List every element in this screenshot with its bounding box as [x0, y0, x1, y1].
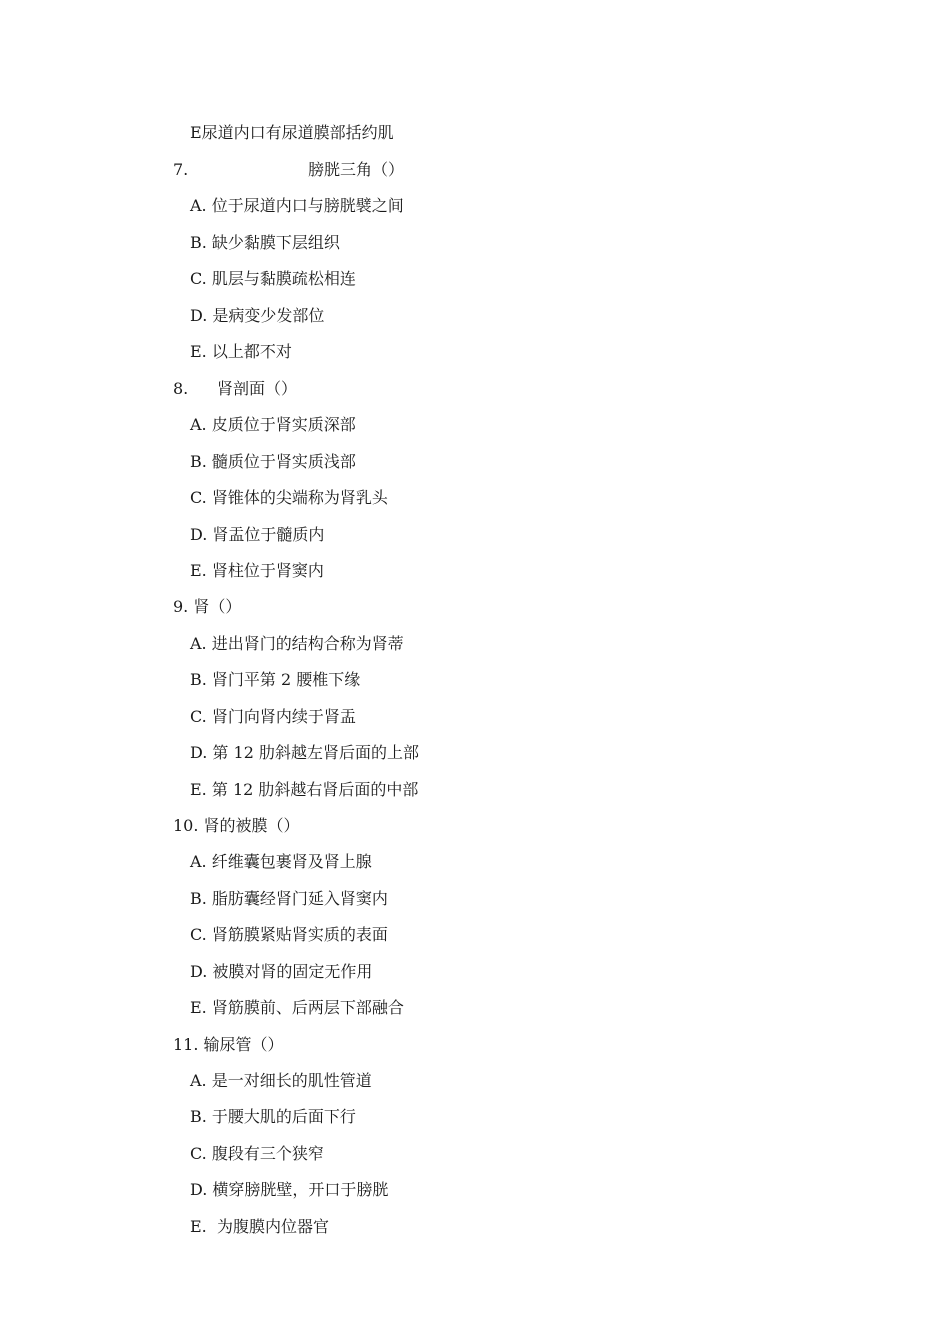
- option-e: E. 以上都不对: [190, 342, 292, 361]
- option-c: C. 肾门向肾内续于肾盂: [190, 707, 356, 726]
- question-stem: 膀胱三角（）: [308, 160, 405, 179]
- question-stem: 肾剖面（）: [217, 379, 298, 398]
- question-stem: 11. 输尿管（）: [173, 1035, 284, 1054]
- option-c: C. 肾锥体的尖端称为肾乳头: [190, 488, 388, 507]
- option-c: C. 腹段有三个狭窄: [190, 1144, 324, 1163]
- option-e: E. 第 12 肋斜越右肾后面的中部: [190, 780, 419, 799]
- option-c: C. 肌层与黏膜疏松相连: [190, 269, 356, 288]
- option-d: D. 横穿膀胱壁，开口于膀胱: [190, 1180, 389, 1199]
- option-d: D. 被膜对肾的固定无作用: [190, 962, 373, 981]
- option-d: D. 肾盂位于髓质内: [190, 525, 325, 544]
- option-e: E. 肾柱位于肾窦内: [190, 561, 324, 580]
- question-stem: 10. 肾的被膜（）: [173, 816, 300, 835]
- option-b: B. 髓质位于肾实质浅部: [190, 452, 356, 471]
- option-a: A. 纤维囊包裹肾及肾上腺: [190, 852, 372, 871]
- option-b: B. 于腰大肌的后面下行: [190, 1107, 356, 1126]
- option-a: A. 进出肾门的结构合称为肾蒂: [190, 634, 404, 653]
- option-b: B. 脂肪囊经肾门延入肾窦内: [190, 889, 388, 908]
- option-a: A. 皮质位于肾实质深部: [190, 415, 356, 434]
- option-line: E尿道内口有尿道膜部括约肌: [190, 123, 394, 142]
- option-d: D. 是病变少发部位: [190, 306, 325, 325]
- question-stem: 9. 肾（）: [173, 597, 242, 616]
- option-a: A. 位于尿道内口与膀胱襞之间: [190, 196, 404, 215]
- option-a: A. 是一对细长的肌性管道: [190, 1071, 372, 1090]
- option-c: C. 肾筋膜紧贴肾实质的表面: [190, 925, 388, 944]
- option-e: E. 为腹膜内位器官: [190, 1217, 329, 1236]
- question-number: 8.: [173, 379, 189, 398]
- option-d: D. 第 12 肋斜越左肾后面的上部: [190, 743, 419, 762]
- option-e: E. 肾筋膜前、后两层下部融合: [190, 998, 404, 1017]
- option-b: B. 缺少黏膜下层组织: [190, 233, 340, 252]
- question-number: 7.: [173, 160, 189, 179]
- option-b: B. 肾门平第 2 腰椎下缘: [190, 670, 361, 689]
